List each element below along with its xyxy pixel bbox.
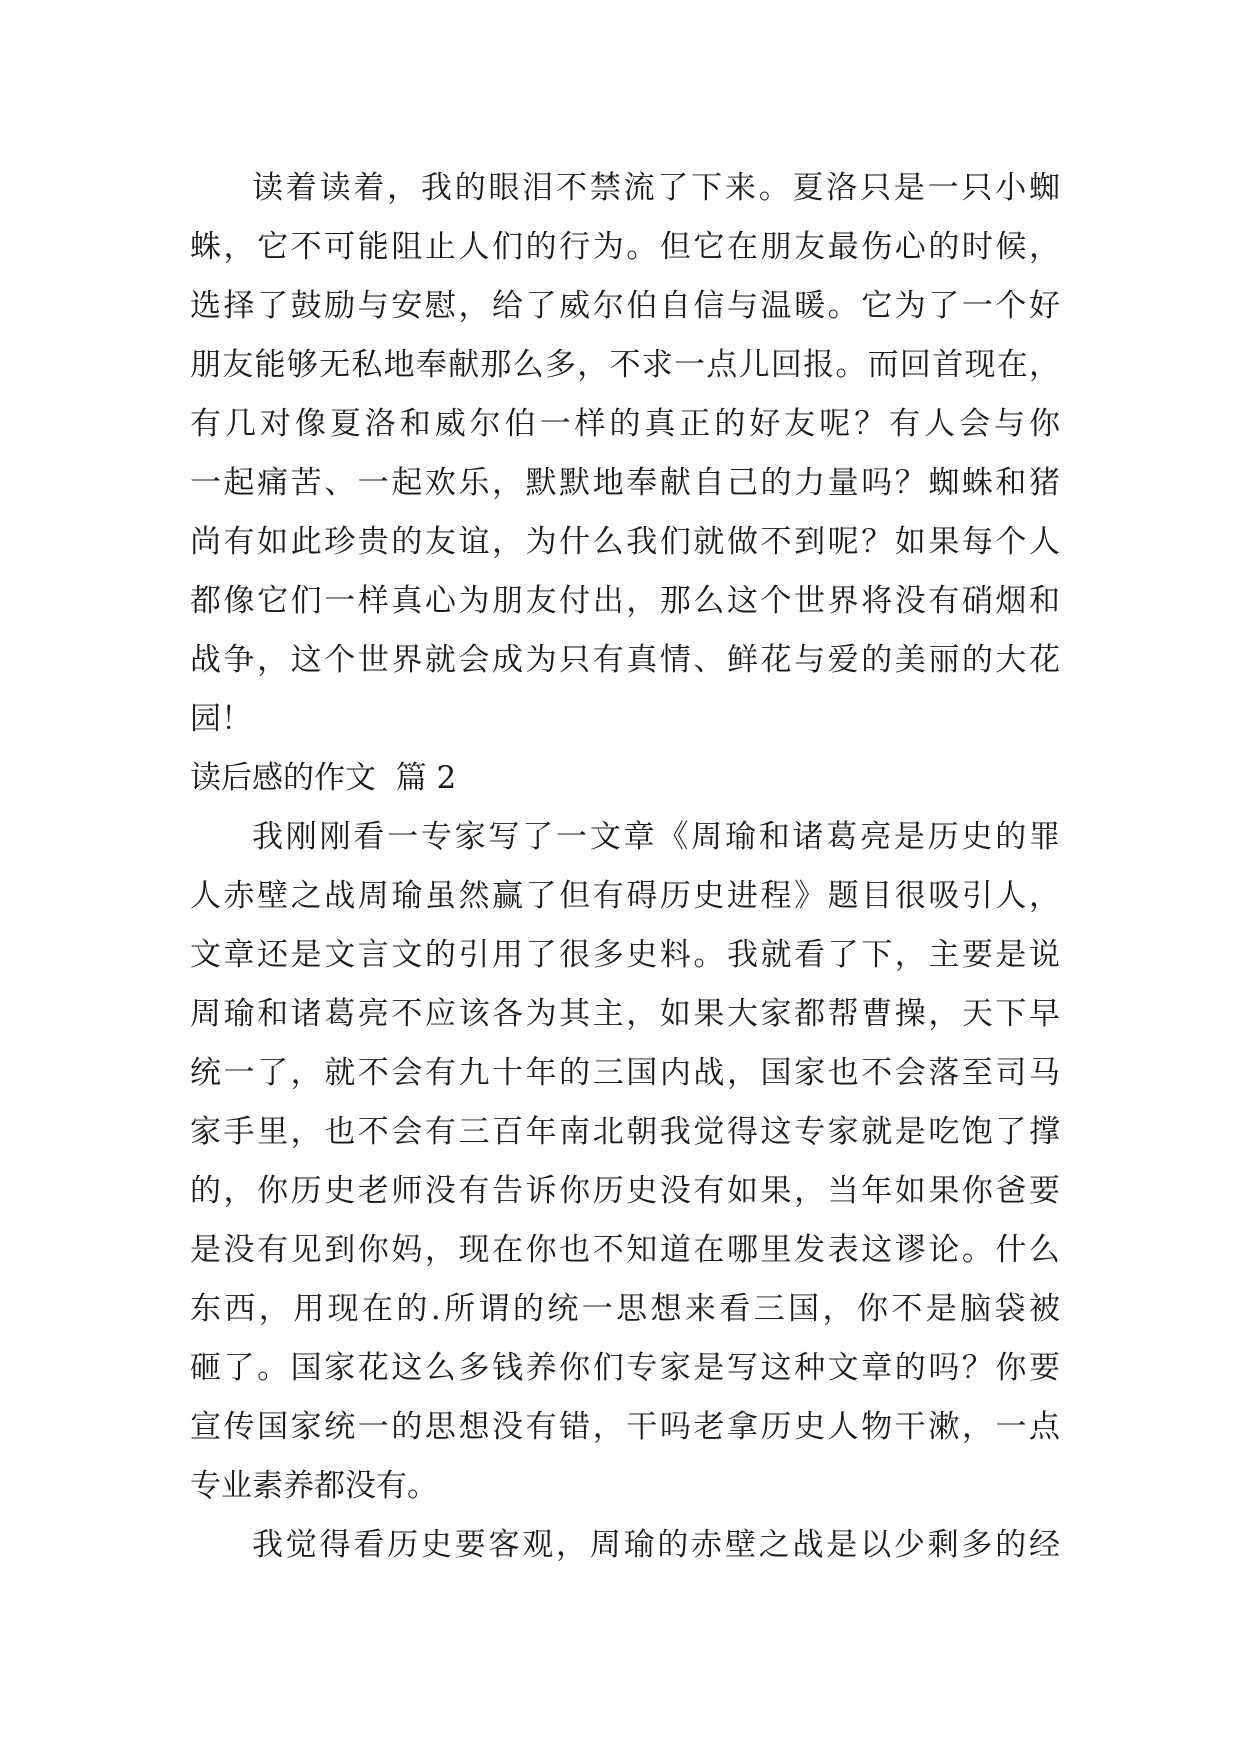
text-line: 读着读着，我的眼泪不禁流了下来。夏洛只是一只小蜘 (252, 170, 1060, 206)
text-line: 我觉得看历史要客观，周瑜的赤壁之战是以少剩多的经 (252, 1527, 1060, 1563)
section-heading: 读后感的作文 篇 2 (190, 760, 457, 796)
text-line: 周瑜和诸葛亮不应该各为其主，如果大家都帮曹操，天下早 (190, 996, 1060, 1032)
text-line: 园！ (190, 701, 252, 737)
text-line: 东西，用现在的.所谓的统一思想来看三国，你不是脑袋被 (190, 1291, 1060, 1327)
text-line: 选择了鼓励与安慰，给了威尔伯自信与温暖。它为了一个好 (190, 288, 1060, 324)
text-line: 朋友能够无私地奉献那么多，不求一点儿回报。而回首现在， (190, 347, 1060, 383)
text-line: 尚有如此珍贵的友谊，为什么我们就做不到呢？如果每个人 (190, 524, 1060, 560)
text-line: 专业素养都没有。 (190, 1468, 438, 1504)
text-line: 宣传国家统一的思想没有错，干吗老拿历史人物干漱，一点 (190, 1409, 1060, 1445)
text-line: 的，你历史老师没有告诉你历史没有如果，当年如果你爸要 (190, 1173, 1060, 1209)
text-line: 战争，这个世界就会成为只有真情、鲜花与爱的美丽的大花 (190, 642, 1060, 678)
text-line: 文章还是文言文的引用了很多史料。我就看了下，主要是说 (190, 937, 1060, 973)
text-line: 有几对像夏洛和威尔伯一样的真正的好友呢？有人会与你 (190, 406, 1060, 442)
text-line: 是没有见到你妈，现在你也不知道在哪里发表这谬论。什么 (190, 1232, 1060, 1268)
text-line: 蛛，它不可能阻止人们的行为。但它在朋友最伤心的时候， (190, 229, 1060, 265)
text-line: 人赤壁之战周瑜虽然赢了但有碍历史进程》题目很吸引人， (190, 878, 1060, 914)
text-line: 家手里，也不会有三百年南北朝我觉得这专家就是吃饱了撑 (190, 1114, 1060, 1150)
text-line: 我刚刚看一专家写了一文章《周瑜和诸葛亮是历史的罪 (252, 819, 1060, 855)
text-line: 砸了。国家花这么多钱养你们专家是写这种文章的吗？你要 (190, 1350, 1060, 1386)
text-line: 一起痛苦、一起欢乐，默默地奉献自己的力量吗？蜘蛛和猪 (190, 465, 1060, 501)
text-line: 都像它们一样真心为朋友付出，那么这个世界将没有硝烟和 (190, 583, 1060, 619)
text-line: 统一了，就不会有九十年的三国内战，国家也不会落至司马 (190, 1055, 1060, 1091)
